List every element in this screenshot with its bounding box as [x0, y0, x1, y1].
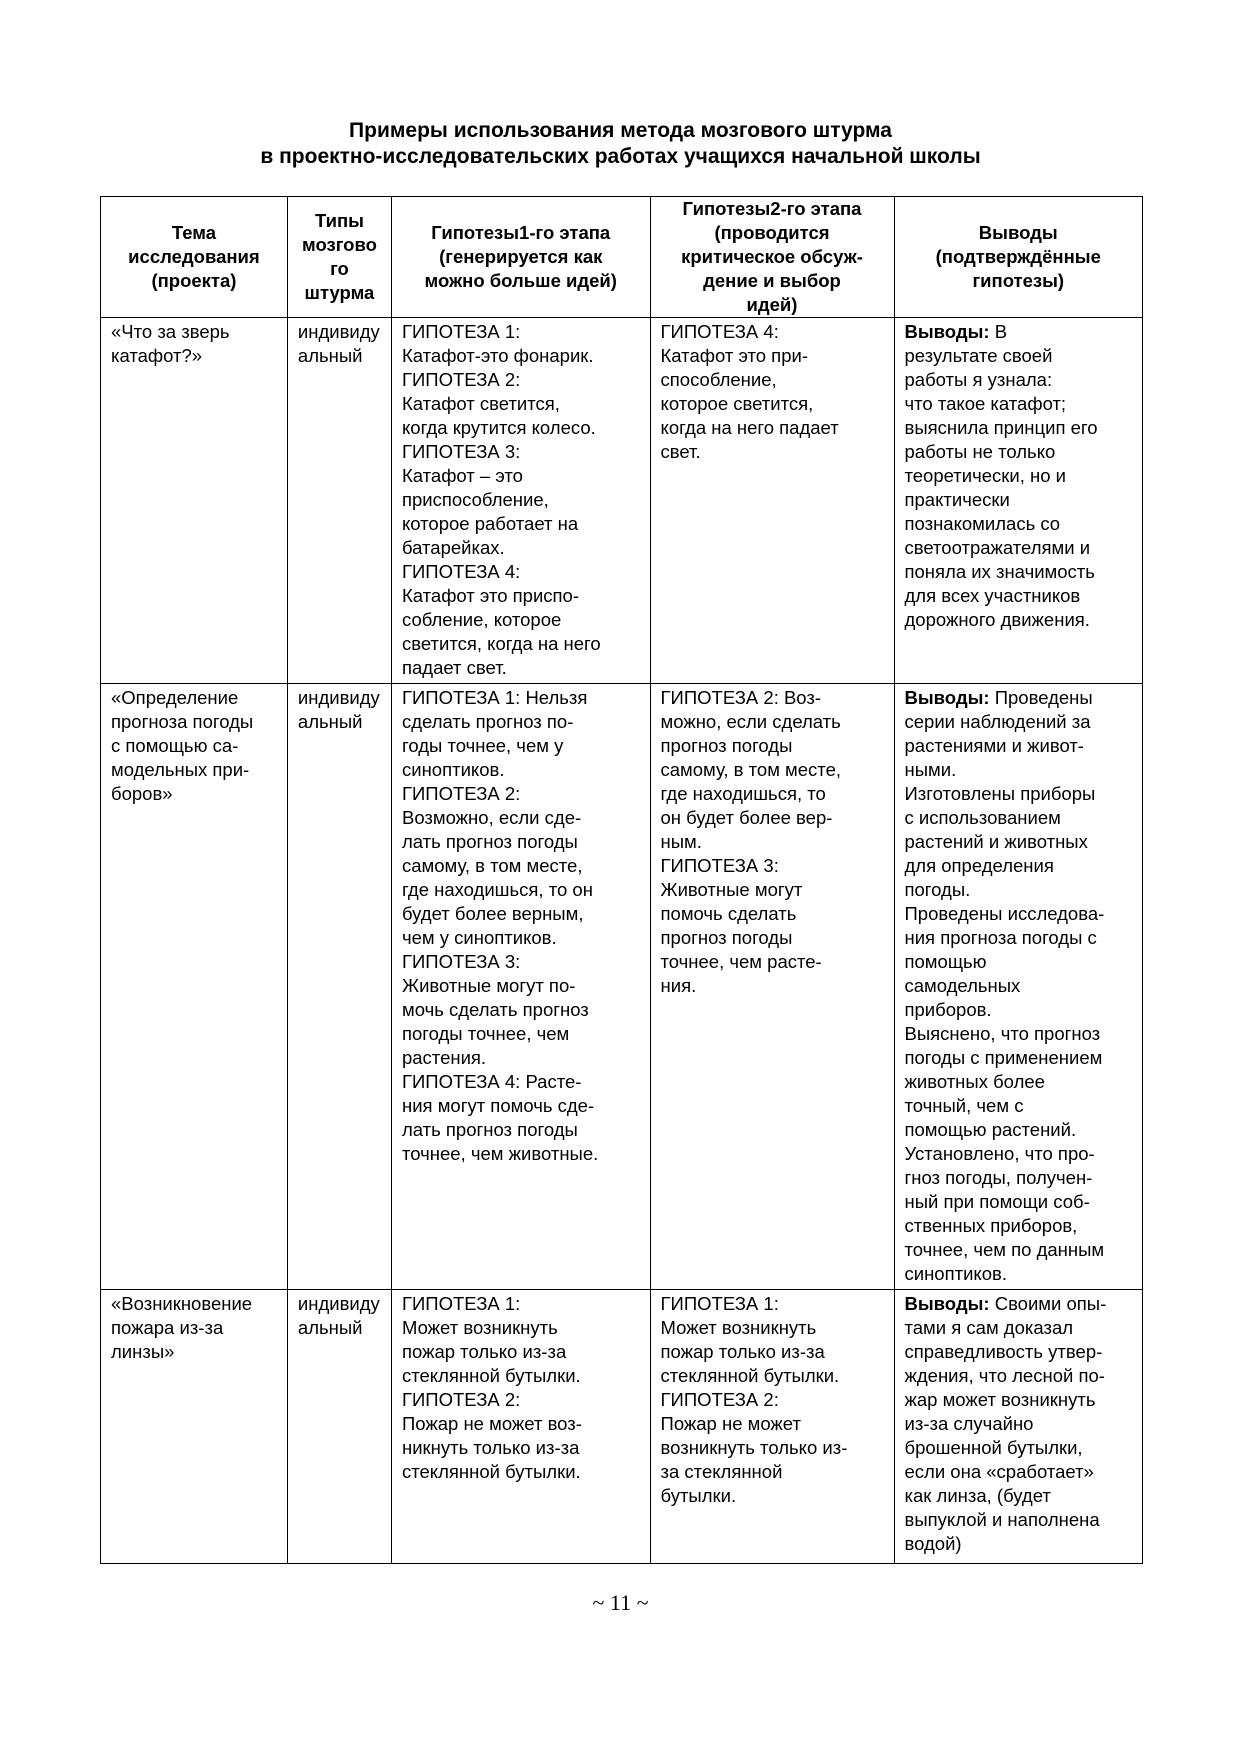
conclusion-label: Выводы: — [904, 321, 990, 342]
cell-line: Может возникнуть — [660, 1317, 817, 1338]
cell-line: помочь сделать — [660, 903, 797, 924]
stage2-cell — [650, 1290, 894, 1564]
cell-line: растения. — [401, 1047, 487, 1068]
cell-line: самому, в том месте, — [660, 759, 841, 780]
cell-line: работы не только — [904, 441, 1056, 462]
cell-line: ГИПОТЕЗА 1: Нельзя — [401, 687, 588, 708]
header-line: (проекта) — [151, 270, 237, 291]
cell-line: с использованием — [904, 807, 1061, 828]
cell-line: ГИПОТЕЗА 2: — [401, 783, 521, 804]
cell-line: стеклянной бутылки. — [401, 1365, 581, 1386]
title-line-2: в проектно-исследовательских работах учащихся начальной школы — [260, 145, 981, 168]
cell-line: за стеклянной — [660, 1461, 783, 1482]
cell-line: чем у синоптиков. — [401, 927, 557, 948]
cell-line: погоды. — [904, 879, 971, 900]
cell-line: собление, которое — [401, 609, 562, 630]
cell-line: Катафот это при- — [660, 345, 808, 366]
cell-line — [905, 320, 1133, 344]
cell-line: Может возникнуть — [401, 1317, 558, 1338]
cell-line: работы я узнала: — [904, 369, 1053, 390]
cell-line: помощью растений. — [904, 1119, 1077, 1140]
conclusion-text: В — [989, 321, 1008, 342]
cell-line: ГИПОТЕЗА 3: — [401, 441, 521, 462]
type-cell — [287, 318, 391, 684]
cell-line: справедливость утвер- — [904, 1341, 1103, 1362]
cell-line: способление, — [660, 369, 777, 390]
brainstorm-examples-table — [100, 196, 1143, 1564]
cell-line: точнее, чем расте- — [660, 951, 822, 972]
cell-line: Катафот светится, — [401, 393, 560, 414]
cell-line: прогноза погоды — [111, 711, 254, 732]
header-line: Типы — [314, 210, 364, 231]
cell-line: светоотражателями и — [904, 537, 1091, 558]
cell-line: ГИПОТЕЗА 1: — [401, 321, 521, 342]
cell-line: жар может возникнуть — [904, 1389, 1096, 1410]
header-line: Тема — [171, 222, 217, 243]
header-line: Выводы — [978, 222, 1058, 243]
cell-line: боров» — [111, 783, 173, 804]
cell-line: ждения, что лесной по- — [904, 1365, 1105, 1386]
cell-line: из-за случайно — [904, 1413, 1034, 1434]
cell-line: ния. — [660, 975, 697, 996]
cell-line: для всех участников — [904, 585, 1081, 606]
cell-line: Катафот – это — [401, 465, 523, 486]
cell-line: Установлено, что про- — [904, 1143, 1095, 1164]
cell-line: альный — [297, 711, 363, 732]
cell-line: погоды с применением — [904, 1047, 1103, 1068]
conclusion-text: Проведены — [989, 687, 1093, 708]
cell-line: где находишься, то — [660, 783, 826, 804]
type-cell — [287, 684, 391, 1290]
cell-line: самодельных — [904, 975, 1021, 996]
conclusion-label: Выводы: — [904, 1293, 990, 1314]
cell-line: теоретически, но и — [904, 465, 1066, 486]
cell-line: тами я сам доказал — [904, 1317, 1074, 1338]
topic-cell — [101, 318, 288, 684]
cell-line: растений и животных — [904, 831, 1088, 852]
cell-line: падает свет. — [401, 657, 507, 678]
title-line-1: Примеры использования метода мозгового штурма — [349, 119, 892, 142]
header-line: (проводится — [714, 222, 830, 243]
cell-line: он будет более вер- — [660, 807, 833, 828]
cell-line: точнее, чем животные. — [401, 1143, 599, 1164]
header-line: Гипотезы1-го этапа — [431, 222, 611, 243]
cell-line: как линза, (будет — [904, 1485, 1051, 1506]
cell-line: которое светится, — [660, 393, 814, 414]
cell-line: погоды точнее, чем — [401, 1023, 570, 1044]
cell-line: ственных приборов, — [904, 1215, 1078, 1236]
cell-line: Катафот это приспо- — [401, 585, 579, 606]
table-row — [101, 1290, 1143, 1564]
cell-line: ГИПОТЕЗА 1: — [660, 1293, 779, 1314]
table-body — [101, 318, 1143, 1564]
cell-line: ГИПОТЕЗА 4: — [401, 561, 521, 582]
cell-line: самому, в том месте, — [401, 855, 583, 876]
conclusion-cell — [894, 684, 1143, 1290]
cell-line: выяснила принцип его — [904, 417, 1098, 438]
topic-cell — [101, 1290, 288, 1564]
cell-line: что такое катафот; — [904, 393, 1067, 414]
cell-line: ными. — [904, 759, 957, 780]
cell-line: ный при помощи соб- — [904, 1191, 1090, 1212]
cell-line: «Что за зверь — [111, 321, 230, 342]
cell-line: Животные могут — [660, 879, 803, 900]
page-title — [0, 118, 1241, 170]
cell-line: водой) — [904, 1533, 962, 1554]
cell-line: приборов. — [904, 999, 992, 1020]
cell-line: растениями и живот- — [904, 735, 1084, 756]
cell-line: можно, если сделать — [660, 711, 841, 732]
cell-line: практически — [904, 489, 1010, 510]
cell-line: для определения — [904, 855, 1054, 876]
cell-line: синоптиков. — [401, 759, 505, 780]
cell-line: «Возникновение — [111, 1293, 253, 1314]
conclusion-text: Своими опы- — [989, 1293, 1107, 1314]
stage1-cell — [391, 684, 650, 1290]
header-line: штурма — [304, 282, 375, 303]
cell-line: точный, чем с — [904, 1095, 1024, 1116]
cell-line: пожар только из-за — [660, 1341, 825, 1362]
stage2-cell — [650, 318, 894, 684]
table-row — [101, 684, 1143, 1290]
cell-line: батарейках. — [401, 537, 505, 558]
header-topic — [101, 197, 288, 318]
cell-line: свет. — [660, 441, 701, 462]
cell-line: стеклянной бутылки. — [660, 1365, 840, 1386]
cell-line: «Определение — [111, 687, 239, 708]
cell-line: будет более верным, — [401, 903, 584, 924]
cell-line: ГИПОТЕЗА 4: Расте- — [401, 1071, 582, 1092]
conclusion-cell — [894, 318, 1143, 684]
cell-line: индивиду — [297, 687, 380, 708]
cell-line: мочь сделать прогноз — [401, 999, 589, 1020]
header-line: (генерируется как — [439, 246, 603, 267]
cell-line: пожар только из-за — [401, 1341, 567, 1362]
cell-line: катафот?» — [111, 345, 203, 366]
cell-line: линзы» — [111, 1341, 175, 1362]
header-line: можно больше идей) — [424, 270, 617, 291]
cell-line: бутылки. — [660, 1485, 737, 1506]
cell-line: ным. — [660, 831, 702, 852]
cell-line: животных более — [904, 1071, 1045, 1092]
header-line: Гипотезы2-го этапа — [682, 198, 862, 219]
cell-line: альный — [297, 345, 363, 366]
header-line: критическое обсуж- — [681, 246, 863, 267]
header-stage1 — [391, 197, 650, 318]
cell-line: стеклянной бутылки. — [401, 1461, 581, 1482]
cell-line: когда крутится колесо. — [401, 417, 596, 438]
page-number: ~ 11 ~ — [592, 1590, 649, 1615]
cell-line: помощью — [904, 951, 987, 972]
cell-line: синоптиков. — [904, 1263, 1007, 1284]
cell-line: Возможно, если сде- — [401, 807, 582, 828]
cell-line — [905, 1292, 1133, 1316]
cell-line: где находишься, то он — [401, 879, 593, 900]
cell-line: светится, когда на него — [401, 633, 601, 654]
cell-line: индивиду — [297, 321, 380, 342]
conclusion-label: Выводы: — [904, 687, 990, 708]
cell-line: серии наблюдений за — [904, 711, 1091, 732]
cell-line: брошенной бутылки, — [904, 1437, 1083, 1458]
conclusion-cell — [894, 1290, 1143, 1564]
cell-line: пожара из-за — [111, 1317, 224, 1338]
cell-line: ГИПОТЕЗА 1: — [401, 1293, 521, 1314]
cell-line: гноз погоды, получен- — [904, 1167, 1093, 1188]
stage1-cell — [391, 318, 650, 684]
cell-line: возникнуть только из- — [660, 1437, 848, 1458]
cell-line: ГИПОТЕЗА 2: Воз- — [660, 687, 822, 708]
stage2-cell — [650, 684, 894, 1290]
header-stage2 — [650, 197, 894, 318]
header-line: (подтверждённые — [935, 246, 1101, 267]
header-line: исследования — [128, 246, 260, 267]
cell-line: прогноз погоды — [660, 927, 793, 948]
cell-line: никнуть только из-за — [401, 1437, 580, 1458]
cell-line: с помощью са- — [111, 735, 239, 756]
cell-line: Животные могут по- — [401, 975, 576, 996]
cell-line: Пожар не может — [660, 1413, 801, 1434]
cell-line — [905, 686, 1133, 710]
cell-line: модельных при- — [111, 759, 250, 780]
cell-line: точнее, чем по данным — [904, 1239, 1105, 1260]
cell-line: прогноз погоды — [660, 735, 793, 756]
cell-line: если она «сработает» — [904, 1461, 1094, 1482]
cell-line: выпуклой и наполнена — [904, 1509, 1100, 1530]
cell-line: которое работает на — [401, 513, 579, 534]
cell-line: индивиду — [297, 1293, 380, 1314]
cell-line: лать прогноз погоды — [401, 831, 578, 852]
cell-line: поняла их значимость — [904, 561, 1095, 582]
cell-line: альный — [297, 1317, 363, 1338]
cell-line: ния прогноза погоды с — [904, 927, 1097, 948]
header-line: дение и выбор — [703, 270, 841, 291]
cell-line: приспособление, — [401, 489, 549, 510]
topic-cell — [101, 684, 288, 1290]
cell-line: ГИПОТЕЗА 3: — [401, 951, 521, 972]
cell-line: познакомилась со — [904, 513, 1061, 534]
header-line: мозгово — [302, 234, 377, 255]
table-header-row — [101, 197, 1143, 318]
header-line: идей) — [746, 294, 798, 315]
cell-line: Выяснено, что прогноз — [904, 1023, 1101, 1044]
cell-line: ГИПОТЕЗА 3: — [660, 855, 779, 876]
header-conclusions — [894, 197, 1143, 318]
header-line: гипотезы) — [972, 270, 1065, 291]
cell-line: ГИПОТЕЗА 2: — [401, 369, 521, 390]
cell-line: ния могут помочь сде- — [401, 1095, 595, 1116]
type-cell — [287, 1290, 391, 1564]
cell-line: ГИПОТЕЗА 2: — [401, 1389, 521, 1410]
table-row — [101, 318, 1143, 684]
cell-line: лать прогноз погоды — [401, 1119, 578, 1140]
cell-line: сделать прогноз по- — [401, 711, 574, 732]
stage1-cell — [391, 1290, 650, 1564]
cell-line: Катафот-это фонарик. — [401, 345, 594, 366]
cell-line: Пожар не может воз- — [401, 1413, 582, 1434]
header-type — [287, 197, 391, 318]
cell-line: ГИПОТЕЗА 2: — [660, 1389, 779, 1410]
cell-line: когда на него падает — [660, 417, 839, 438]
cell-line: дорожного движения. — [904, 609, 1090, 630]
cell-line: Проведены исследова- — [904, 903, 1105, 924]
cell-line: годы точнее, чем у — [401, 735, 564, 756]
cell-line: ГИПОТЕЗА 4: — [660, 321, 779, 342]
cell-line: Изготовлены приборы — [904, 783, 1096, 804]
cell-line: результате своей — [904, 345, 1053, 366]
header-line: го — [330, 258, 349, 279]
